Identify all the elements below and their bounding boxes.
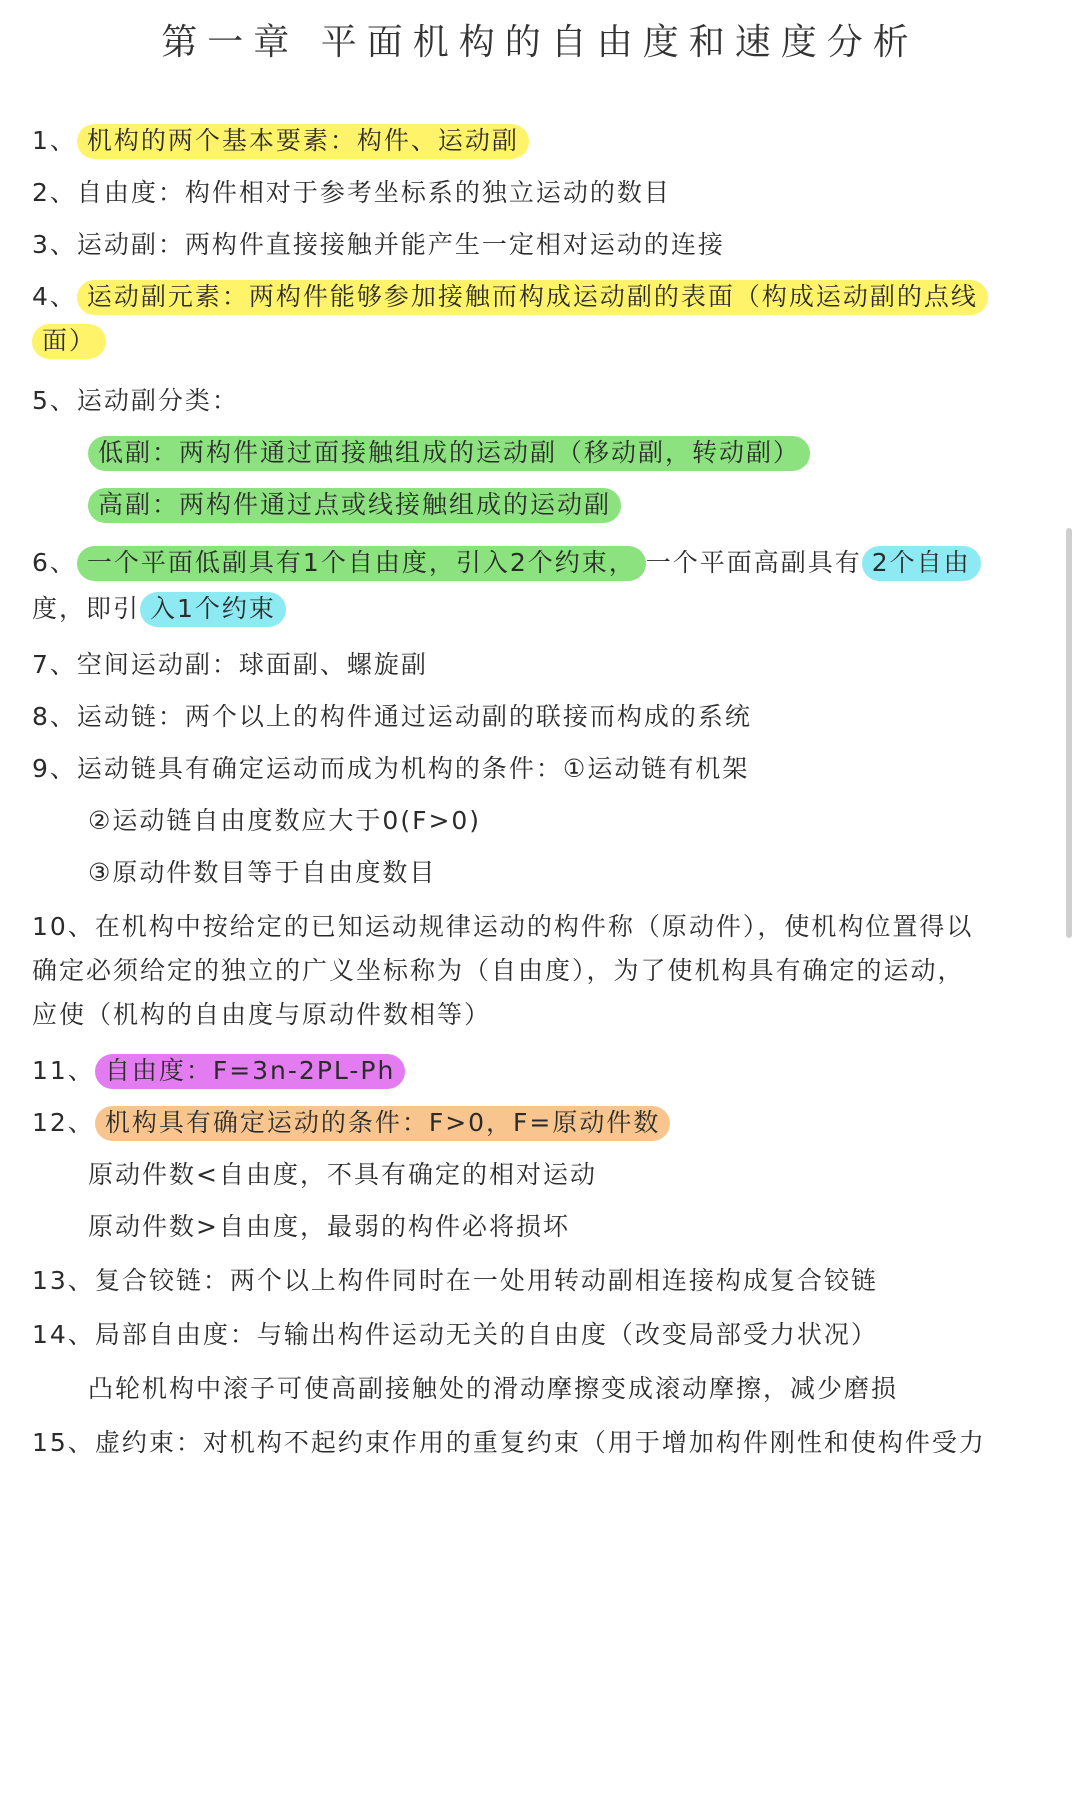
- item-text: 原动件数>自由度，最弱的构件必将损坏: [88, 1212, 570, 1241]
- item-text: 确定必须给定的独立的广义坐标称为（自由度），为了使机构具有确定的运动，: [32, 956, 965, 985]
- item-text: 运动链具有确定运动而成为机构的条件：①运动链有机架: [76, 754, 750, 783]
- highlight-yellow: 机构的两个基本要素：构件、运动副: [77, 124, 529, 159]
- item-11: [32, 1048, 1040, 1094]
- item-9-condition-3: [88, 850, 1040, 896]
- item-4: [32, 274, 1040, 320]
- item-number: 8、: [32, 702, 77, 731]
- item-text: 度，即引: [32, 594, 141, 623]
- highlight-yellow: 运动副元素：两构件能够参加接触而构成运动副的表面（构成运动副的点线: [77, 280, 988, 315]
- item-number: 12、: [32, 1108, 95, 1137]
- highlight-green: 高副：两构件通过点或线接触组成的运动副: [88, 488, 621, 523]
- item-text: 凸轮机构中滚子可使高副接触处的滑动摩擦变成滚动摩擦，减少磨损: [88, 1374, 899, 1403]
- highlight-orange: 机构具有确定运动的条件：F>0，F=原动件数: [95, 1106, 671, 1141]
- item-2: [32, 170, 1040, 216]
- item-8: [32, 694, 1040, 740]
- item-9: [32, 746, 1040, 792]
- item-text: 原动件数<自由度，不具有确定的相对运动: [88, 1160, 597, 1189]
- item-number: 3、: [32, 230, 77, 259]
- item-text: 运动副分类：: [76, 386, 239, 415]
- scrollbar-thumb[interactable]: [1066, 528, 1072, 938]
- item-6-continued: [32, 586, 1040, 632]
- item-10-line-2: [32, 948, 1040, 994]
- highlight-yellow: 面）: [32, 324, 106, 359]
- item-5: [32, 378, 1040, 424]
- highlight-green: 一个平面低副具有1个自由度，引入2个约束，: [77, 546, 646, 581]
- item-number: 14、: [32, 1320, 95, 1349]
- item-5-high-pair: [88, 482, 1040, 528]
- highlight-cyan: 入1个约束: [140, 592, 286, 627]
- highlight-green: 低副：两构件通过面接触组成的运动副（移动副，转动副）: [88, 436, 810, 471]
- item-number: 9、: [32, 754, 77, 783]
- highlight-pink: 自由度：F=3n-2PL-Ph: [95, 1054, 406, 1089]
- item-text: ②运动链自由度数应大于0(F>0): [88, 806, 482, 835]
- item-number: 2、: [32, 178, 77, 207]
- item-12: [32, 1100, 1040, 1146]
- item-5-low-pair: [88, 430, 1040, 476]
- item-number: 15、: [32, 1428, 95, 1457]
- highlight-cyan: 2个自由: [862, 546, 981, 581]
- item-9-condition-2: [88, 798, 1040, 844]
- item-number: 11、: [32, 1056, 95, 1085]
- item-1: [32, 118, 1040, 164]
- item-number: 1、: [32, 126, 77, 155]
- item-text: 自由度：构件相对于参考坐标系的独立运动的数目: [76, 178, 671, 207]
- item-12-case-2: [88, 1204, 1040, 1250]
- item-6: [32, 540, 1040, 586]
- item-text: 复合铰链：两个以上构件同时在一处用转动副相连接构成复合铰链: [94, 1266, 878, 1295]
- item-10-line-1: [32, 904, 1040, 950]
- item-10-line-3: [32, 992, 1040, 1038]
- item-text: ③原动件数目等于自由度数目: [88, 858, 437, 887]
- item-number: 13、: [32, 1266, 95, 1295]
- item-text: 10、在机构中按给定的已知运动规律运动的构件称（原动件），使机构位置得以: [32, 912, 974, 941]
- item-number: 4、: [32, 282, 77, 311]
- item-14-example: [88, 1366, 1040, 1412]
- item-text: 应使（机构的自由度与原动件数相等）: [32, 1000, 492, 1029]
- item-text: 局部自由度：与输出构件运动无关的自由度（改变局部受力状况）: [94, 1320, 878, 1349]
- item-text: 运动链：两个以上的构件通过运动副的联接而构成的系统: [76, 702, 752, 731]
- item-text: 空间运动副：球面副、螺旋副: [76, 650, 428, 679]
- item-13: [32, 1258, 1040, 1304]
- item-text: 虚约束：对机构不起约束作用的重复约束（用于增加构件刚性和使构件受力: [94, 1428, 986, 1457]
- item-number: 7、: [32, 650, 77, 679]
- chapter-title: 第一章 平面机构的自由度和速度分析: [161, 22, 919, 63]
- item-text: 运动副：两构件直接接触并能产生一定相对运动的连接: [76, 230, 725, 259]
- item-3: [32, 222, 1040, 268]
- item-4-continued: [32, 318, 1040, 364]
- item-number: 6、: [32, 548, 77, 577]
- item-14: [32, 1312, 1040, 1358]
- item-text: 一个平面高副具有: [645, 548, 862, 577]
- item-15: [32, 1420, 1040, 1466]
- item-7: [32, 642, 1040, 688]
- item-12-case-1: [88, 1152, 1040, 1198]
- item-number: 5、: [32, 386, 77, 415]
